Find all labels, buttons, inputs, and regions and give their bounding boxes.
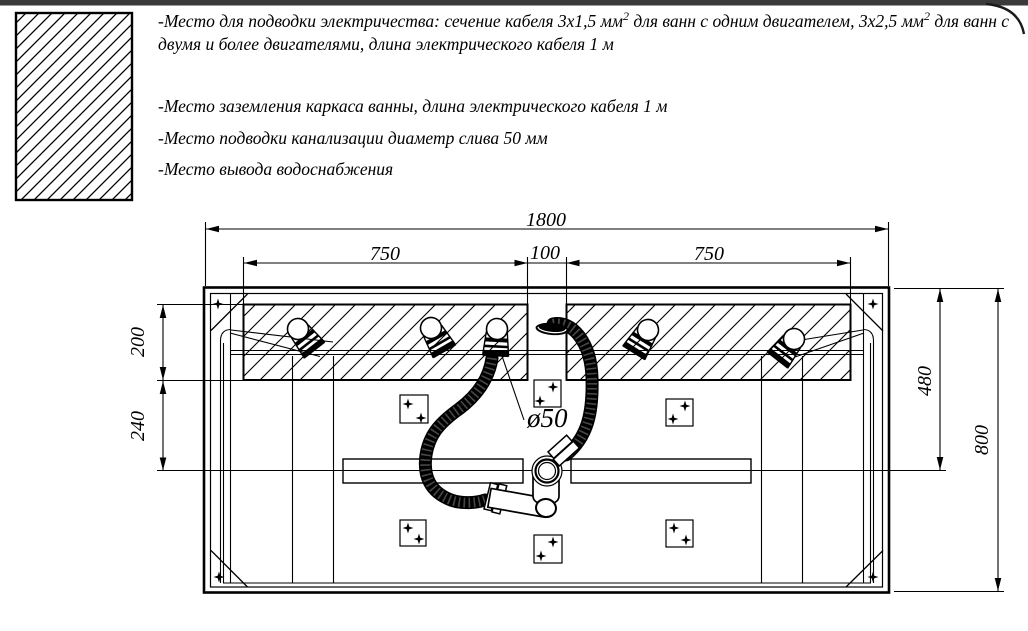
dim-drain-offset-label: 240	[127, 411, 149, 441]
superscript: 2	[923, 9, 930, 24]
dim-total-width-label: 1800	[526, 209, 566, 231]
dim-zone-depth-label: 200	[127, 327, 149, 357]
legend-notes	[158, 8, 1020, 181]
drain-hose-right	[535, 322, 592, 466]
dim-total-height-label: 800	[971, 425, 993, 455]
legend-hatched-swatch	[16, 13, 132, 200]
legend-item-electricity: -Место для подводки электричества: сечение кабеля 3х1,5 $мм^2$ для ванн с одним двигателем, 3х2,5 $мм^2$ для ванн с двумя и более двигателями, длина электрического кабеля 1 м	[158, 9, 1010, 54]
superscript: 2	[622, 9, 629, 24]
electric-zone-right	[567, 305, 851, 381]
legend-item-water-supply: -Место вывода водоснабжения	[158, 159, 394, 179]
drain-diameter-label: ø50	[527, 403, 568, 433]
dim-left-segment-label: 750	[370, 243, 400, 265]
legend-item-electricity-text: -Место для подводки электричества: сечение кабеля 3х1,5 мм	[158, 11, 623, 31]
legend-item-grounding: -Место заземления каркаса ванны, длина электрического кабеля 1 м	[158, 96, 668, 116]
legend-item-sewage: -Место подводки канализации диаметр слива 50 мм	[158, 128, 548, 148]
dim-center-gap-label: 100	[530, 242, 560, 264]
dim-drain-height-label: 480	[914, 366, 936, 396]
top-bar	[0, 0, 1028, 6]
dim-right-segment-label: 750	[694, 243, 724, 265]
